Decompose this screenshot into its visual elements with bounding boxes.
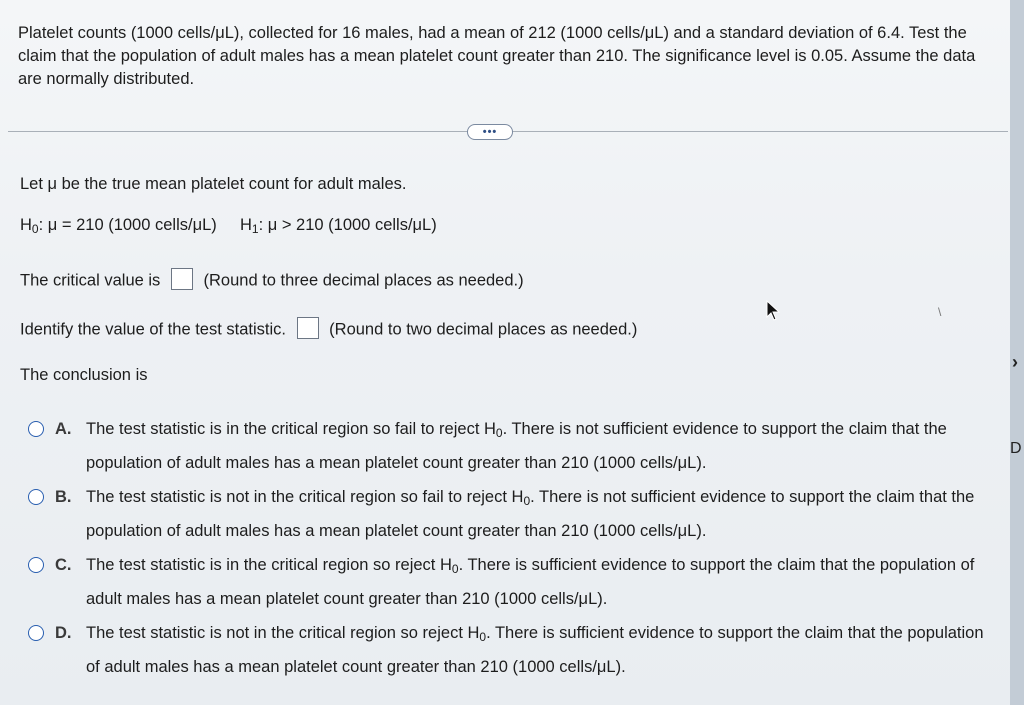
option-letter: D. (55, 624, 72, 642)
radio-d[interactable] (28, 625, 44, 641)
test-statistic-label: Identify the value of the test statistic. (20, 320, 286, 339)
hypotheses (20, 216, 437, 236)
radio-b[interactable] (28, 489, 44, 505)
let-statement: Let μ be the true mean platelet count for adult males. (20, 175, 407, 193)
test-statistic-row (20, 319, 637, 341)
edge-text-fragment: D (1010, 440, 1022, 457)
option-text: The test statistic is in the critical region so fail to reject $H_0$. There is not sufficient evidence to support the claim that the population of adult males has a mean platelet count greater than 210 (1000 cells/μL). (86, 420, 947, 472)
problem-statement: Platelet counts (1000 cells/μL), collected for 16 males, had a mean of 212 (1000 cells/μL) and a standard deviation of 6.4. Test the claim that the population of adult males has a mean platelet count greater than 210. The significance level is 0.05. Assume the data are normally distributed. (18, 24, 976, 88)
option-text: The test statistic is in the critical region so reject $H_0$. There is sufficient evidence to support the claim that the population of adult males has a mean platelet count greater than 210 (1000 cells/μL). (86, 556, 975, 608)
option-letter: C. (55, 556, 72, 574)
option-text: The test statistic is not in the critical region so fail to reject $H_0$. There is not sufficient evidence to support the claim that the population of adult males has a mean platelet count greater than 210 (1000 cells/μL). (86, 488, 975, 540)
option-a[interactable] (28, 414, 988, 476)
chevron-right-icon[interactable]: › (1012, 352, 1018, 372)
critical-value-hint: (Round to three decimal places as needed.) (203, 271, 524, 290)
h0-label: $H_0$: μ = 210 (1000 cells/μL) (20, 216, 217, 236)
expand-more-button[interactable]: ••• (467, 124, 513, 140)
option-c[interactable] (28, 550, 988, 612)
option-text: The test statistic is not in the critical region so reject $H_0$. There is sufficient evidence to support the claim that the population of adult males has a mean platelet count greater than 210 (1000 cells/μL). (86, 624, 984, 676)
option-b[interactable] (28, 482, 988, 544)
radio-c[interactable] (28, 557, 44, 573)
conclusion-label: The conclusion is (20, 366, 148, 384)
screen-mark: \ (938, 305, 942, 319)
h1-label: $H_1$: μ > 210 (1000 cells/μL) (239, 216, 437, 236)
critical-value-input[interactable] (171, 268, 193, 290)
mouse-cursor-icon (765, 300, 781, 322)
test-statistic-input[interactable] (297, 317, 319, 339)
test-statistic-hint: (Round to two decimal places as needed.) (329, 320, 638, 339)
radio-a[interactable] (28, 421, 44, 437)
option-letter: B. (55, 488, 72, 506)
option-d[interactable] (28, 618, 988, 680)
critical-value-label: The critical value is (20, 271, 161, 290)
option-letter: A. (55, 420, 72, 438)
critical-value-row (20, 270, 524, 292)
